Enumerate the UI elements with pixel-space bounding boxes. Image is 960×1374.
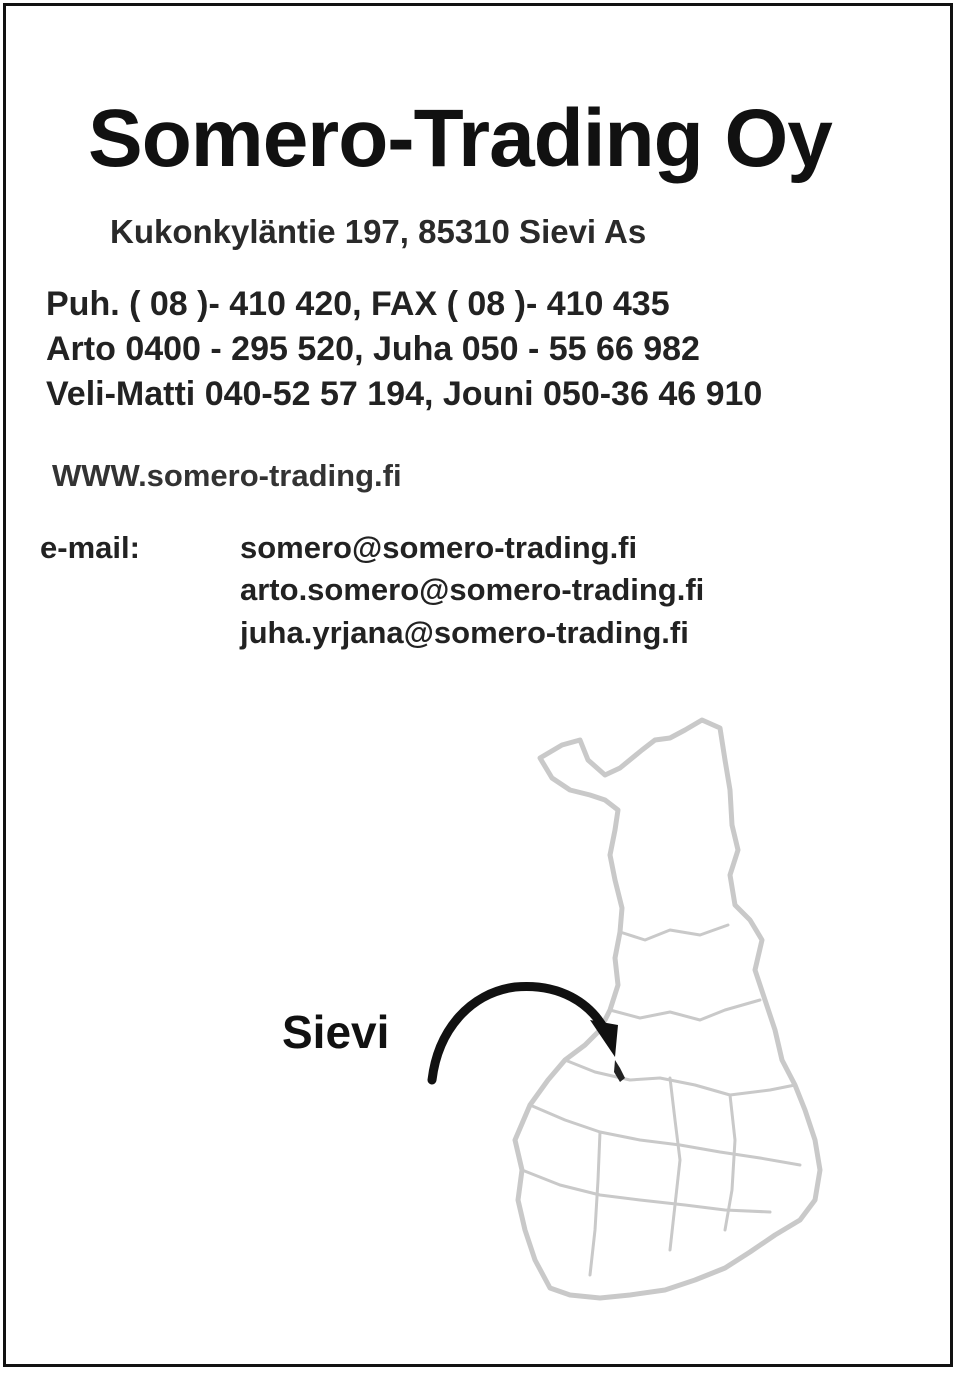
website-link[interactable]: WWW.somero-trading.fi <box>52 458 402 493</box>
phone-fax-line: Puh. ( 08 )- 410 420, FAX ( 08 )- 410 435 <box>46 285 670 323</box>
email-address-general[interactable]: somero@somero-trading.fi <box>240 530 638 565</box>
company-name: Somero-Trading Oy <box>88 93 832 184</box>
email-label: e-mail: <box>40 530 140 565</box>
contact-line-arto-juha: Arto 0400 - 295 520, Juha 050 - 55 66 982 <box>46 330 700 368</box>
sievi-label: Sievi <box>282 1006 390 1058</box>
email-address-arto[interactable]: arto.somero@somero-trading.fi <box>240 572 705 607</box>
company-address: Kukonkyläntie 197, 85310 Sievi As <box>110 213 647 250</box>
contact-line-velimatti-jouni: Veli-Matti 040-52 57 194, Jouni 050-36 46 910 <box>46 375 763 413</box>
email-address-juha[interactable]: juha.yrjana@somero-trading.fi <box>240 615 689 650</box>
curved-arrow-icon <box>410 975 640 1085</box>
